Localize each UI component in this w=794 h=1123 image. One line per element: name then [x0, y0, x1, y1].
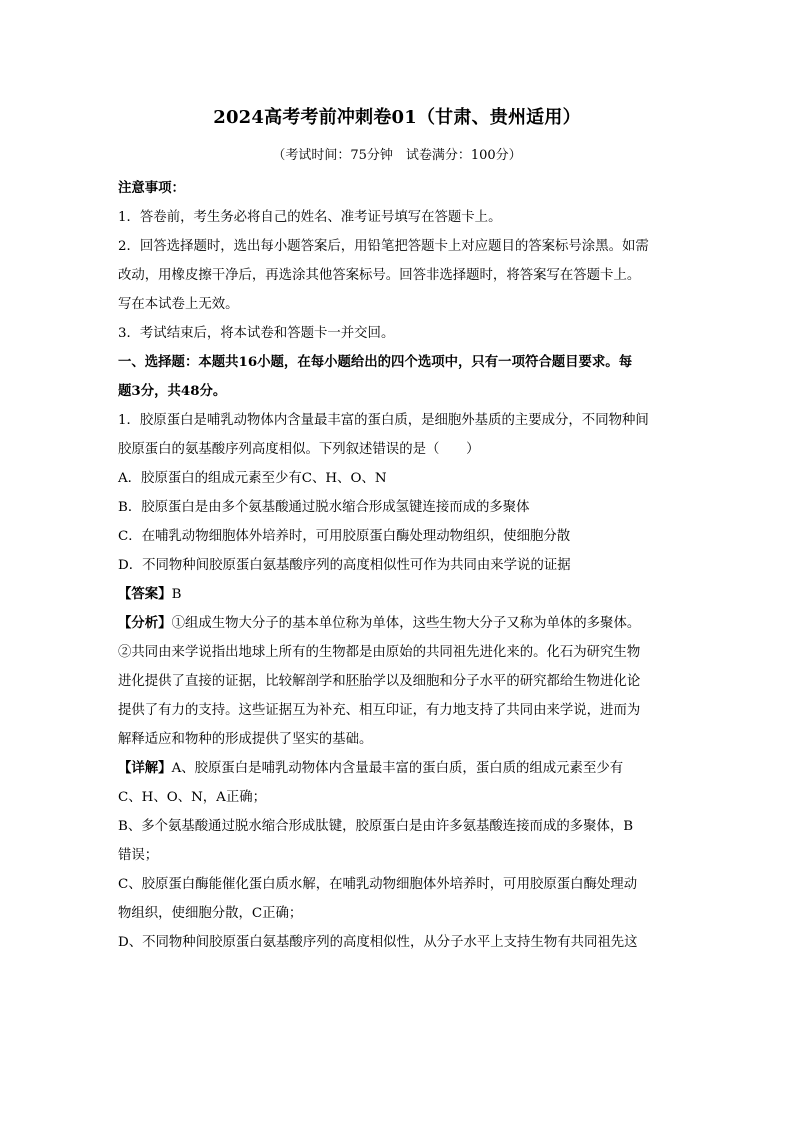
analysis-text: 进化提供了直接的证据，比较解剖学和胚胎学以及细胞和分子水平的研究都给生物进化论: [118, 674, 641, 689]
detail-line: [118, 754, 688, 783]
detail-text: C、胶原蛋白酶能催化蛋白质水解，在哺乳动物细胞体外培养时，可用胶原蛋白酶处理动: [118, 877, 638, 892]
analysis-line: [118, 609, 688, 638]
detail-text: B、多个氨基酸通过脱水缩合形成肽键，胶原蛋白是由许多氨基酸连接而成的多聚体，B: [118, 819, 634, 834]
notice-line: 3．考试结束后，将本试卷和答题卡一并交回。: [118, 326, 395, 341]
option-c: C．在哺乳动物细胞体外培养时，可用胶原蛋白酶处理动物组织，使细胞分散: [118, 529, 571, 544]
notice-line: 1．答卷前，考生务必将自己的姓名、准考证号填写在答题卡上。: [118, 210, 502, 225]
page-title: 2024高考考前冲刺卷01（甘肃、贵州适用）: [213, 107, 581, 128]
question-stem: 胶原蛋白的氨基酸序列高度相似。下列叙述错误的是（ ）: [118, 442, 480, 457]
exam-info: （考试时间：75分钟 试卷满分：100分）: [272, 148, 522, 163]
detail-text: 错误；: [118, 848, 159, 863]
analysis-text: 解释适应和物种的形成提供了坚实的基础。: [118, 732, 373, 747]
detail-text: A、胶原蛋白是哺乳动物体内含量最丰富的蛋白质，蛋白质的组成元素至少有: [171, 761, 624, 776]
section-heading: 题3分，共48分。: [118, 383, 227, 399]
answer-value: B: [171, 587, 182, 602]
analysis-text: ②共同由来学说指出地球上所有的生物都是由原始的共同祖先进化来的。化石为研究生物: [118, 645, 641, 660]
detail-text: 物组织，使细胞分散，C正确；: [118, 906, 303, 921]
question-stem: 1．胶原蛋白是哺乳动物体内含量最丰富的蛋白质，是细胞外基质的主要成分，不同物种间: [118, 413, 649, 428]
detail-text: D、不同物种间胶原蛋白氨基酸序列的高度相似性，从分子水平上支持生物有共同祖先这: [118, 935, 638, 950]
document-body: [118, 174, 688, 957]
analysis-text: ①组成生物大分子的基本单位称为单体，这些生物大分子又称为单体的多聚体。: [171, 616, 641, 631]
option-d: D．不同物种间胶原蛋白氨基酸序列的高度相似性可作为共同由来学说的证据: [118, 558, 571, 573]
analysis-tag: 【分析】: [118, 615, 172, 631]
notice-line: 改动，用橡皮擦干净后，再选涂其他答案标号。回答非选择题时，将答案写在答题卡上。: [118, 268, 641, 283]
detail-text: C、H、O、N，A正确；: [118, 790, 267, 805]
option-b: B．胶原蛋白是由多个氨基酸通过脱水缩合形成氢键连接而成的多聚体: [118, 500, 530, 515]
detail-tag: 【详解】: [118, 760, 172, 776]
notice-line: 2．回答选择题时，选出每小题答案后，用铅笔把答题卡上对应题目的答案标号涂黑。如需: [118, 239, 649, 254]
option-a: A．胶原蛋白的组成元素至少有C、H、O、N: [118, 471, 387, 486]
answer-line: [118, 580, 688, 609]
notice-heading: 注意事项：: [118, 180, 185, 196]
answer-tag: 【答案】: [118, 586, 172, 602]
section-heading: 一、选择题：本题共16小题，在每小题给出的四个选项中，只有一项符合题目要求。每: [118, 354, 633, 370]
notice-line: 写在本试卷上无效。: [118, 297, 239, 312]
analysis-text: 提供了有力的支持。这些证据互为补充、相互印证，有力地支持了共同由来学说，进而为: [118, 703, 641, 718]
